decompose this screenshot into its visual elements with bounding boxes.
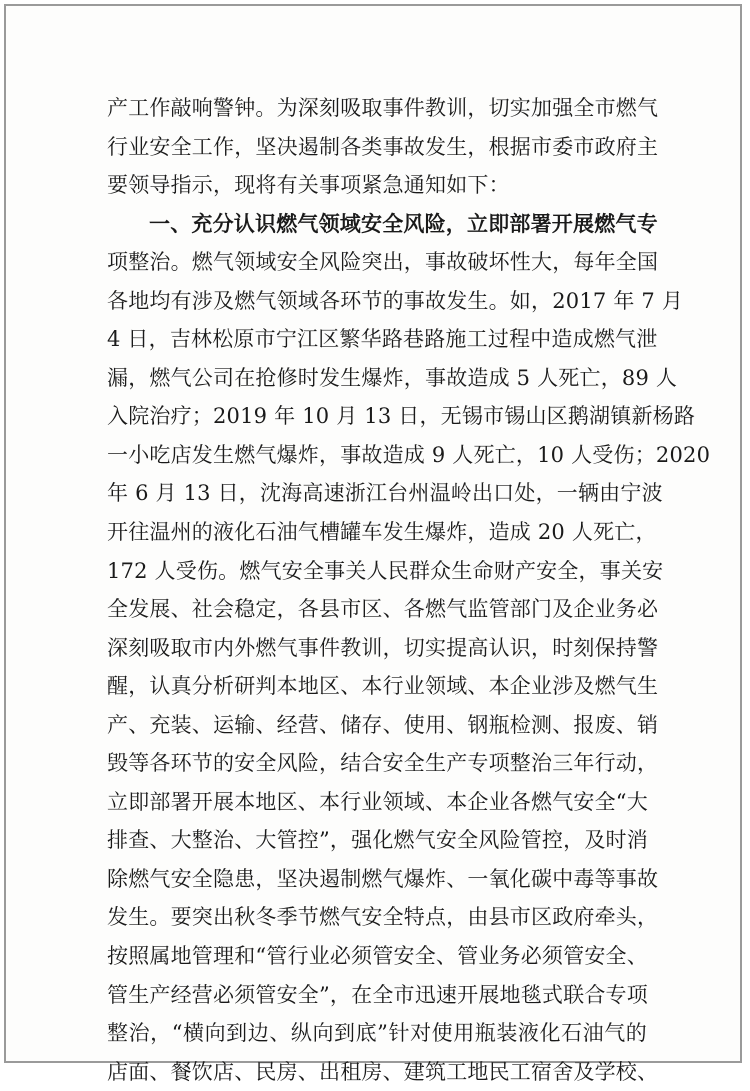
text-line: 开往温州的液化石油气槽罐车发生爆炸，造成 20 人死亡， bbox=[107, 520, 657, 545]
text-line: 要领导指示，现将有关事项紧急通知如下： bbox=[107, 173, 510, 198]
text-line: 年 6 月 13 日，沈海高速浙江台州温岭出口处，一辆由宁波 bbox=[107, 481, 663, 506]
document-body bbox=[107, 89, 711, 1091]
text-line: 发生。要突出秋冬季节燃气安全特点，由县市区政府牵头， bbox=[107, 905, 659, 930]
text-line: 入院治疗；2019 年 10 月 13 日，无锡市锡山区鹅湖镇新杨路 bbox=[107, 404, 696, 429]
text-line: 毁等各环节的安全风险，结合安全生产专项整治三年行动， bbox=[107, 751, 659, 776]
text-line: 按照属地管理和“管行业必须管安全、管业务必须管安全、 bbox=[107, 944, 648, 969]
text-line: 漏，燃气公司在抢修时发生爆炸，事故造成 5 人死亡，89 人 bbox=[107, 365, 678, 390]
text-line: 项整治。燃气领域安全风险突出，事故破坏性大，每年全国 bbox=[107, 250, 659, 275]
section-heading: 一、充分认识燃气领域安全风险，立即部署开展燃气专 bbox=[149, 210, 658, 236]
text-line: 一小吃店发生燃气爆炸，事故造成 9 人死亡，10 人受伤；2020 bbox=[107, 442, 711, 467]
text-line: 排查、大整治、大管控”，强化燃气安全风险管控，及时消 bbox=[107, 828, 648, 853]
text-line: 店面、餐饮店、民房、出租房、建筑工地民工宿舍及学校、 bbox=[107, 1059, 659, 1084]
document-page bbox=[4, 4, 742, 1084]
text-line: 172 人受伤。燃气安全事关人民群众生命财产安全，事关安 bbox=[107, 558, 664, 583]
text-line: 深刻吸取市内外燃气事件教训，切实提高认识，时刻保持警 bbox=[107, 635, 659, 660]
text-line: 4 日，吉林松原市宁江区繁华路巷路施工过程中造成燃气泄 bbox=[107, 327, 658, 352]
text-line: 行业安全工作，坚决遏制各类事故发生，根据市委市政府主 bbox=[107, 134, 659, 159]
text-line: 产工作敲响警钟。为深刻吸取事件教训，切实加强全市燃气 bbox=[107, 96, 659, 120]
text-line: 除燃气安全隐患，坚决遏制燃气爆炸、一氧化碳中毒等事故 bbox=[107, 866, 659, 891]
text-line: 全发展、社会稳定，各县市区、各燃气监管部门及企业务必 bbox=[107, 597, 659, 622]
text-line: 立即部署开展本地区、本行业领域、本企业各燃气安全“大 bbox=[107, 789, 648, 814]
text-line: 管生产经营必须管安全”，在全市迅速开展地毯式联合专项 bbox=[107, 982, 648, 1007]
text-line: 产、充装、运输、经营、储存、使用、钢瓶检测、报废、销 bbox=[107, 712, 659, 737]
text-line: 整治，“横向到边、纵向到底”针对使用瓶装液化石油气的 bbox=[107, 1021, 647, 1046]
text-line: 醒，认真分析研判本地区、本行业领域、本企业涉及燃气生 bbox=[107, 674, 659, 699]
text-line: 各地均有涉及燃气领域各环节的事故发生。如，2017 年 7 月 bbox=[107, 288, 684, 313]
